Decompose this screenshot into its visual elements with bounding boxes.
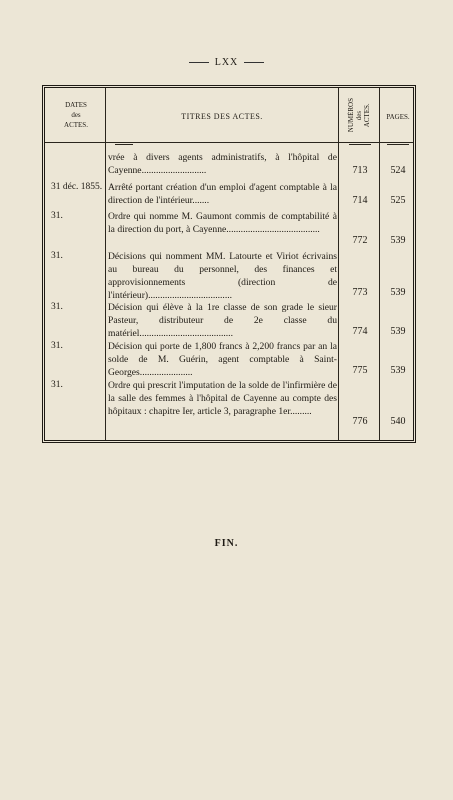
header-rule (45, 142, 413, 143)
row-page: 539 (390, 287, 406, 298)
row-number: 776 (352, 416, 368, 427)
header-dash-right (244, 62, 264, 63)
row-page: 539 (390, 326, 406, 337)
rule-mark (387, 144, 409, 145)
row-date: 31. (51, 251, 63, 261)
header-pages (380, 112, 416, 122)
row-number: 772 (352, 235, 368, 246)
header-titles-label: TITRES DES ACTES. (181, 112, 263, 121)
row-date: 31 déc. 1855. (51, 182, 103, 192)
row-number: 713 (352, 165, 368, 176)
row-page: 539 (390, 365, 406, 376)
page-header (0, 57, 453, 68)
row-title: vrée à divers agents administratifs, à l'hôpital de Cayenne........................... (108, 152, 337, 176)
column-divider (338, 88, 339, 440)
header-numbers-label: NUMÉROS des ACTES. (347, 97, 371, 133)
row-title: Décision qui élève à la 1re classe de son grade le sieur Pasteur, distributeur de 2e classe du matériel....................................... (108, 302, 337, 339)
column-divider (105, 88, 106, 440)
row-page: 524 (390, 165, 406, 176)
row-page: 525 (390, 195, 406, 206)
column-divider (379, 88, 380, 440)
header-dates-label: DATES des ACTES. (64, 101, 88, 129)
row-title: Ordre qui nomme M. Gaumont commis de comptabilité à la direction du port, à Cayenne....................................... (108, 211, 337, 235)
row-page: 539 (390, 235, 406, 246)
row-date: 31. (51, 341, 63, 351)
header-pages-label: PAGES. (386, 113, 410, 121)
row-title: Ordre qui prescrit l'imputation de la solde de l'infirmière de la salle des femmes à l'hôpital de Cayenne au compte des hôpitaux : chapitre Ier, article 3, paragraphe 1er......... (108, 380, 337, 417)
row-page: 540 (390, 416, 406, 427)
row-title: Décision qui porte de 1,800 francs à 2,200 francs par an la solde de M. Guérin, agent comptable à Saint-Georges...................... (108, 341, 337, 378)
row-number: 774 (352, 326, 368, 337)
end-marker: FIN. (214, 538, 239, 549)
page-number: LXX (214, 57, 239, 68)
row-date: 31. (51, 302, 63, 312)
row-title: Arrêté portant création d'un emploi d'agent comptable à la direction de l'intérieur....... (108, 182, 337, 206)
header-dash-left (189, 62, 209, 63)
header-titles (106, 112, 338, 122)
header-dates (47, 100, 105, 130)
row-title: Décisions qui nomment MM. Latourte et Viriot écrivains au bureau du personnel, des finances et approvisionnements (direction de l'intérieur)................................... (108, 251, 337, 301)
row-date: 31. (51, 380, 63, 390)
row-number: 775 (352, 365, 368, 376)
row-date: 31. (51, 211, 63, 221)
rule-mark (115, 144, 133, 145)
rule-mark (349, 144, 371, 145)
row-number: 714 (352, 195, 368, 206)
header-numbers (339, 92, 379, 138)
table-of-acts (42, 85, 416, 443)
row-number: 773 (352, 287, 368, 298)
